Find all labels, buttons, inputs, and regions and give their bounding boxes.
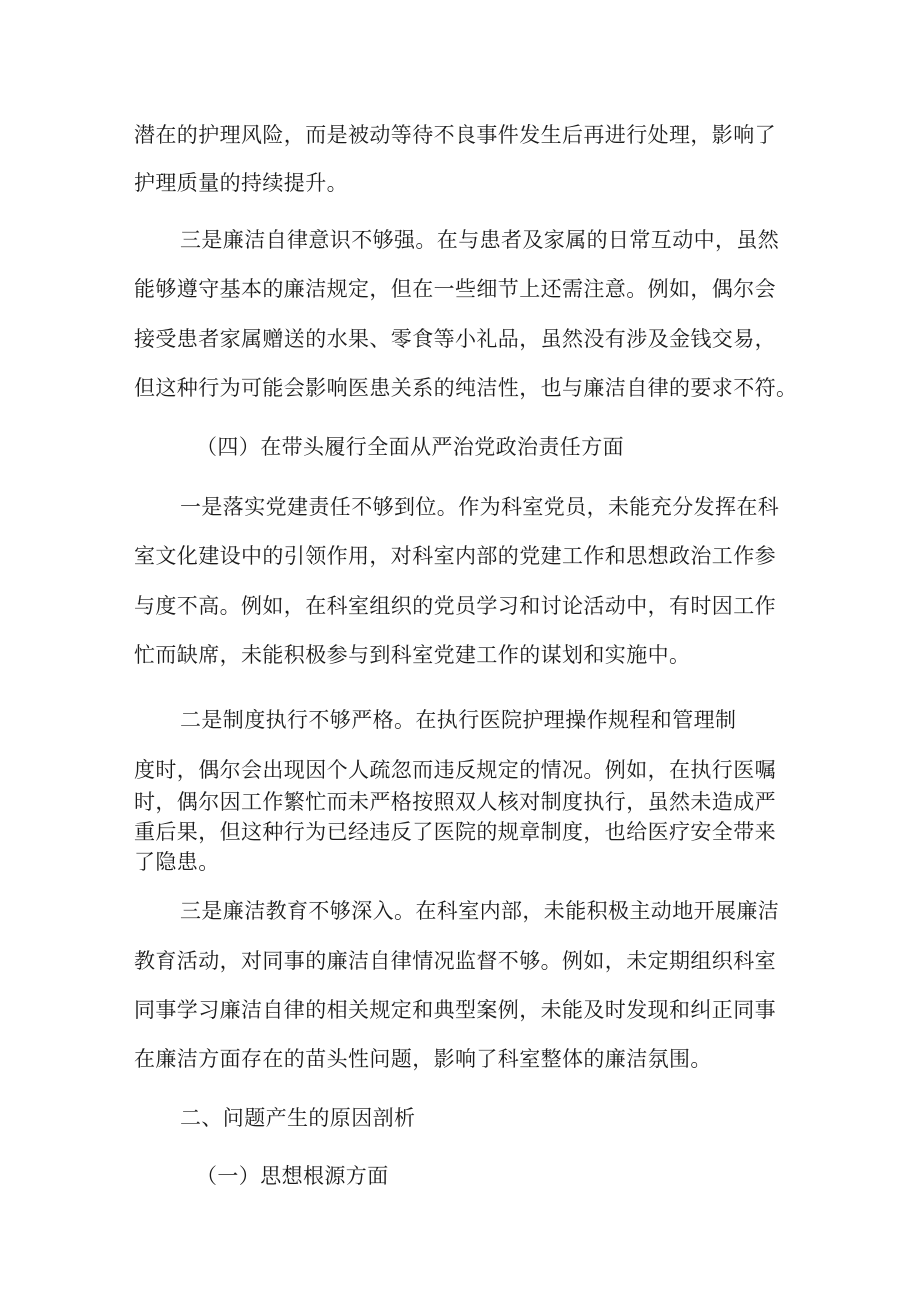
subsection-heading-1: （一）思想根源方面 xyxy=(196,1164,389,1188)
section-heading-4: （四）在带头履行全面从严治党政治责任方面 xyxy=(196,435,624,459)
text-line-10: 与度不高。例如，在科室组织的党员学习和讨论活动中，有时因工作 xyxy=(134,594,776,618)
text-line-6: 但这种行为可能会影响医患关系的纯洁性，也与廉洁自律的要求不符。 xyxy=(134,376,798,400)
text-line-16: 了隐患。 xyxy=(134,850,220,874)
text-line-11: 忙而缺席，未能积极参与到科室党建工作的谋划和实施中。 xyxy=(134,643,691,667)
text-line-1: 潜在的护理风险，而是被动等待不良事件发生后再进行处理，影响了 xyxy=(134,123,776,147)
text-line-14: 时，偶尔因工作繁忙而未严格按照双人核对制度执行，虽然未造成严 xyxy=(134,790,776,814)
text-line-20: 在廉洁方面存在的苗头性问题，影响了科室整体的廉洁氛围。 xyxy=(134,1047,712,1071)
text-line-4: 能够遵守基本的廉洁规定，但在一些细节上还需注意。例如，偶尔会 xyxy=(134,277,776,301)
text-line-13: 度时，偶尔会出现因个人疏忽而违反规定的情况。例如，在执行医嘱 xyxy=(134,758,776,782)
text-line-2: 护理质量的持续提升。 xyxy=(134,171,348,195)
text-line-5: 接受患者家属赠送的水果、零食等小礼品，虽然没有涉及金钱交易， xyxy=(134,327,776,351)
text-line-15: 重后果，但这种行为已经违反了医院的规章制度，也给医疗安全带来 xyxy=(134,820,776,844)
text-line-17: 三是廉洁教育不够深入。在科室内部，未能积极主动地开展廉洁 xyxy=(180,899,780,923)
text-line-19: 同事学习廉洁自律的相关规定和典型案例，未能及时发现和纠正同事 xyxy=(134,998,776,1022)
text-line-9: 室文化建设中的引领作用，对科室内部的党建工作和思想政治工作参 xyxy=(134,544,776,568)
text-line-18: 教育活动，对同事的廉洁自律情况监督不够。例如，未定期组织科室 xyxy=(134,949,776,973)
section-heading-2: 二、问题产生的原因剖析 xyxy=(180,1106,416,1130)
text-line-3: 三是廉洁自律意识不够强。在与患者及家属的日常互动中，虽然 xyxy=(180,228,780,252)
text-line-12: 二是制度执行不够严格。在执行医院护理操作规程和管理制 xyxy=(180,708,737,732)
text-line-8: 一是落实党建责任不够到位。作为科室党员，未能充分发挥在科 xyxy=(180,495,780,519)
